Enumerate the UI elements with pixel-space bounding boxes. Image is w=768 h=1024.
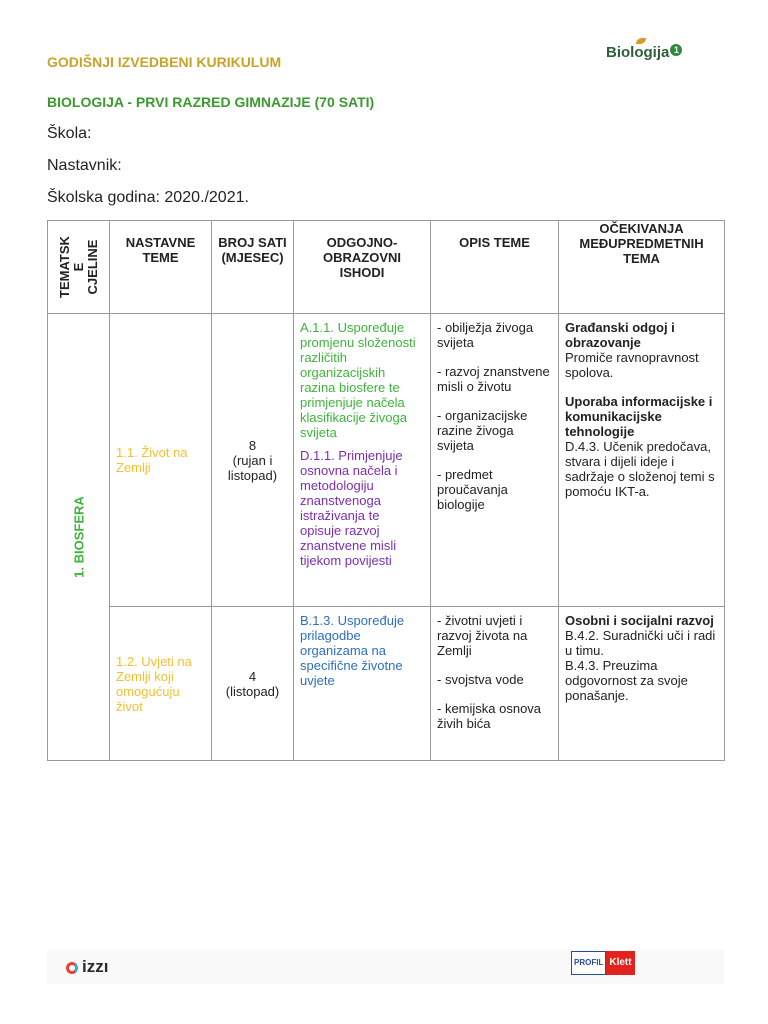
opis-item: - životni uvjeti i razvoj života na Zemlji [437,613,528,658]
ocekivanja-cell [559,314,725,607]
ocekivanja-heading: Uporaba informacijske i komunikacijske tehnologije [565,394,713,439]
document-subtitle: BIOLOGIJA - PRVI RAZRED GIMNAZIJE (70 SATI) [47,94,375,110]
izzi-text: izzı [82,957,109,976]
header-label: NASTAVNE TEME [125,235,196,265]
table-row [48,314,725,607]
header-nastavne-teme [110,221,212,314]
ishod-text: D.1.1. Primjenjuje osnovna načela i metodologiju znanstvenoga istraživanja te opisuje razvoj znanstvene misli tijekom povijesti [300,448,403,568]
ocekivanja-text: Promiče ravnopravnost spolova. [565,350,699,380]
header-ishodi [294,221,431,314]
opis-item: - predmet proučavanja biologije [437,467,508,512]
tema-label: 1.1. Život na Zemlji [116,445,188,475]
ishod-text: A.1.1. Uspoređuje promjenu složenosti različitih organizacijskih razina biosfere te primjenjuje načela klasifikacije živoga svijeta [300,320,416,440]
school-label: Škola: [47,125,92,142]
klett-text: Klett [606,951,634,975]
ocekivanja-heading: Građanski odgoj i obrazovanje [565,320,675,350]
biologija-logo [606,44,682,61]
ishodi-cell [294,314,431,607]
cjelina-label: 1. BIOSFERA [71,496,86,578]
opis-item: - organizacijske razine živoga svijeta [437,408,528,453]
header-opis-teme [431,221,559,314]
header-label: ODGOJNO-OBRAZOVNI ISHODI [323,235,401,280]
opis-item: - kemijska osnova živih bića [437,701,542,731]
ishodi-cell [294,607,431,761]
header-label: OPIS TEME [459,235,530,250]
ishod-text: B.1.3. Uspoređuje prilagodbe organizama na specifične životne uvjete [300,613,405,688]
opis-cell [431,314,559,607]
tema-cell [110,314,212,607]
profil-klett-logo [571,951,635,975]
ocekivanja-cell [559,607,725,761]
sati-cell [212,607,294,761]
mjesec-value: (rujan i listopad) [227,452,278,483]
header-line: TEMATSK [56,236,72,298]
izzi-mark-icon [66,962,78,974]
sati-cell [212,314,294,607]
teacher-label: Nastavnik: [47,157,122,174]
opis-item: - svojstva vode [437,672,524,687]
header-line: CJELINE [84,239,100,295]
sati-value: 4 [248,668,257,684]
table-header-row [48,221,725,314]
ocekivanja-text: D.4.3. Učenik predočava, stvara i dijeli ideje i sadržaje o složenoj temi s pomoću IKT-a. [565,439,715,499]
table-row [48,607,725,761]
tema-label: 1.2. Uvjeti na Zemlji koji omogućuju život [116,653,192,714]
header-label: BROJ SATI (MJESEC) [218,235,287,265]
izzi-logo [66,957,108,977]
logo-number-badge: 1 [670,44,682,56]
school-year-label: Školska godina: 2020./2021. [47,189,249,206]
header-line: E [70,262,86,272]
header-tematske-cjeline [48,221,110,314]
opis-item: - razvoj znanstvene misli o životu [437,364,550,394]
ocekivanja-text: B.4.3. Preuzima odgovornost za svoje ponašanje. [565,658,688,703]
tema-cell [110,607,212,761]
opis-cell [431,607,559,761]
ocekivanja-heading: Osobni i socijalni razvoj [565,613,714,628]
header-broj-sati [212,221,294,314]
profil-text: PROFIL [571,951,606,975]
document-title: GODIŠNJI IZVEDBENI KURIKULUM [47,54,282,70]
mjesec-value: (listopad) [225,683,280,699]
curriculum-table [47,220,725,761]
cjelina-cell [48,314,110,761]
header-label: OČEKIVANJA MEĐUPREDMETNIH TEMA [579,221,704,266]
ocekivanja-text: B.4.2. Suradnički uči i radi u timu. [565,628,716,658]
opis-item: - obilježja živoga svijeta [437,320,534,350]
sati-value: 8 [248,437,257,453]
header-ocekivanja [559,221,725,314]
logo-text: Biologija [606,44,670,61]
